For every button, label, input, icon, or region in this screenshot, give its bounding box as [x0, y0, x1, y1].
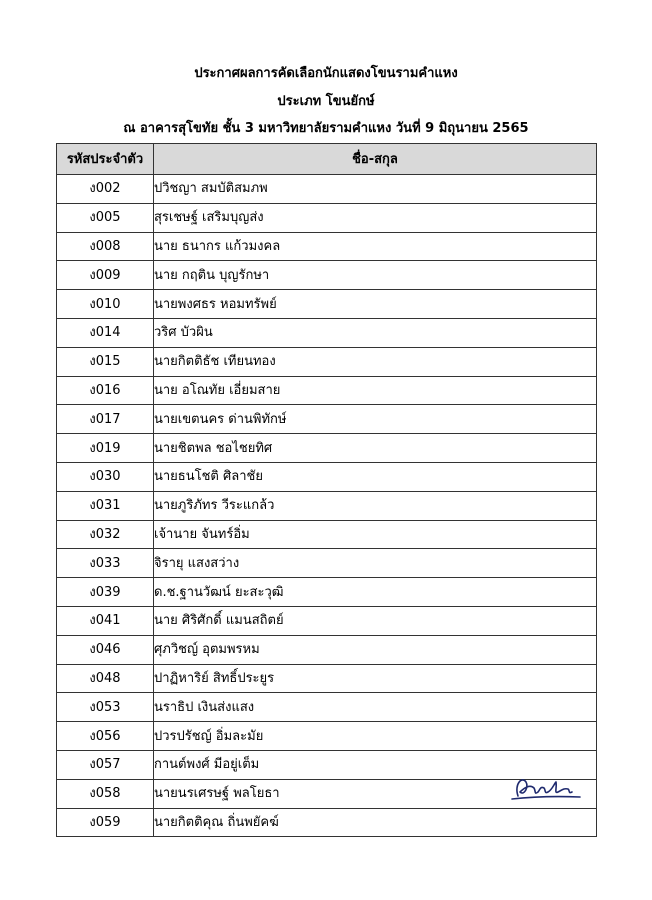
table-row [57, 376, 597, 405]
member-id: ง016 [57, 376, 154, 405]
table-row [57, 232, 597, 261]
table-row [57, 290, 597, 319]
member-name: นายชิตพล ชอไชยทิศ [154, 434, 597, 463]
category-subtitle: ประเภท โขนยักษ์ [277, 94, 375, 109]
table-row [57, 434, 597, 463]
member-name: นาย กฤติน บุญรักษา [154, 261, 597, 290]
table-row [57, 722, 597, 751]
member-id: ง005 [57, 203, 154, 232]
member-id: ง046 [57, 635, 154, 664]
table-row [57, 693, 597, 722]
table-row [57, 549, 597, 578]
member-id: ง033 [57, 549, 154, 578]
member-name: นายพงศธร หอมทรัพย์ [154, 290, 597, 319]
table-row [57, 491, 597, 520]
member-id: ง017 [57, 405, 154, 434]
table-row [57, 347, 597, 376]
member-name: ปวิชญา สมบัติสมภพ [154, 175, 597, 204]
member-id: ง008 [57, 232, 154, 261]
table-row [57, 462, 597, 491]
member-name: สุรเชษฐ์ เสริมบุญส่ง [154, 203, 597, 232]
member-name: จิรายุ แสงสว่าง [154, 549, 597, 578]
member-id: ง032 [57, 520, 154, 549]
handwritten-signature [510, 770, 582, 804]
table-row [57, 318, 597, 347]
table-row [57, 606, 597, 635]
name-column-header: ชื่อ-สกุล [154, 144, 597, 175]
table-body [57, 175, 597, 837]
member-id: ง031 [57, 491, 154, 520]
venue-date-line: ณ อาคารสุโขทัย ชั้น 3 มหาวิทยาลัยรามคำแหง วันที่ 9 มิถุนายน 2565 [123, 121, 529, 136]
member-name: นายธนโชติ ศิลาชัย [154, 462, 597, 491]
member-name: ปาฏิหาริย์ สิทธิ์ประยูร [154, 664, 597, 693]
table-row [57, 261, 597, 290]
member-id: ง048 [57, 664, 154, 693]
member-id: ง053 [57, 693, 154, 722]
member-name: นายกิตติคุณ ถิ่นพยัคฆ์ [154, 808, 597, 837]
member-name: นายนรเศรษฐ์ พลโยธา [154, 779, 597, 808]
member-name: วริศ บัวผิน [154, 318, 597, 347]
member-id: ง041 [57, 606, 154, 635]
member-id: ง019 [57, 434, 154, 463]
member-name: นาย อโณทัย เอี่ยมสาย [154, 376, 597, 405]
member-name: นาย ศิริศักดิ์ แมนสถิตย์ [154, 606, 597, 635]
table-row [57, 635, 597, 664]
member-name: นาย ธนากร แก้วมงคล [154, 232, 597, 261]
id-column-header: รหัสประจำตัว [57, 144, 154, 175]
member-id: ง058 [57, 779, 154, 808]
member-id: ง057 [57, 750, 154, 779]
table-row [57, 808, 597, 837]
member-id: ง014 [57, 318, 154, 347]
member-name: นราธิป เงินส่งแสง [154, 693, 597, 722]
member-name: ศุภวิชญ์ อุตมพรหม [154, 635, 597, 664]
member-name: นายภูริภัทร วีระแกล้ว [154, 491, 597, 520]
member-name: เจ้านาย จันทร์อิ่ม [154, 520, 597, 549]
member-id: ง056 [57, 722, 154, 751]
member-name: นายกิตติธัช เทียนทอง [154, 347, 597, 376]
member-id: ง039 [57, 578, 154, 607]
member-id: ง010 [57, 290, 154, 319]
announcement-title: ประกาศผลการคัดเลือกนักแสดงโขนรามคำแหง [194, 66, 458, 81]
member-id: ง030 [57, 462, 154, 491]
table-row [57, 405, 597, 434]
member-id: ง015 [57, 347, 154, 376]
results-table [56, 143, 597, 837]
member-id: ง002 [57, 175, 154, 204]
member-name: ปวรปรัชญ์ อิ่มละมัย [154, 722, 597, 751]
member-name: กานต์พงศ์ มีอยู่เต็ม [154, 750, 597, 779]
table-row [57, 203, 597, 232]
table-row [57, 520, 597, 549]
member-id: ง059 [57, 808, 154, 837]
table-row [57, 664, 597, 693]
table-row [57, 175, 597, 204]
member-name: ด.ช.ฐานวัฒน์ ยะสะวุฒิ [154, 578, 597, 607]
table-row [57, 578, 597, 607]
member-name: นายเขตนคร ด่านพิทักษ์ [154, 405, 597, 434]
member-id: ง009 [57, 261, 154, 290]
table-header-row [57, 144, 597, 175]
